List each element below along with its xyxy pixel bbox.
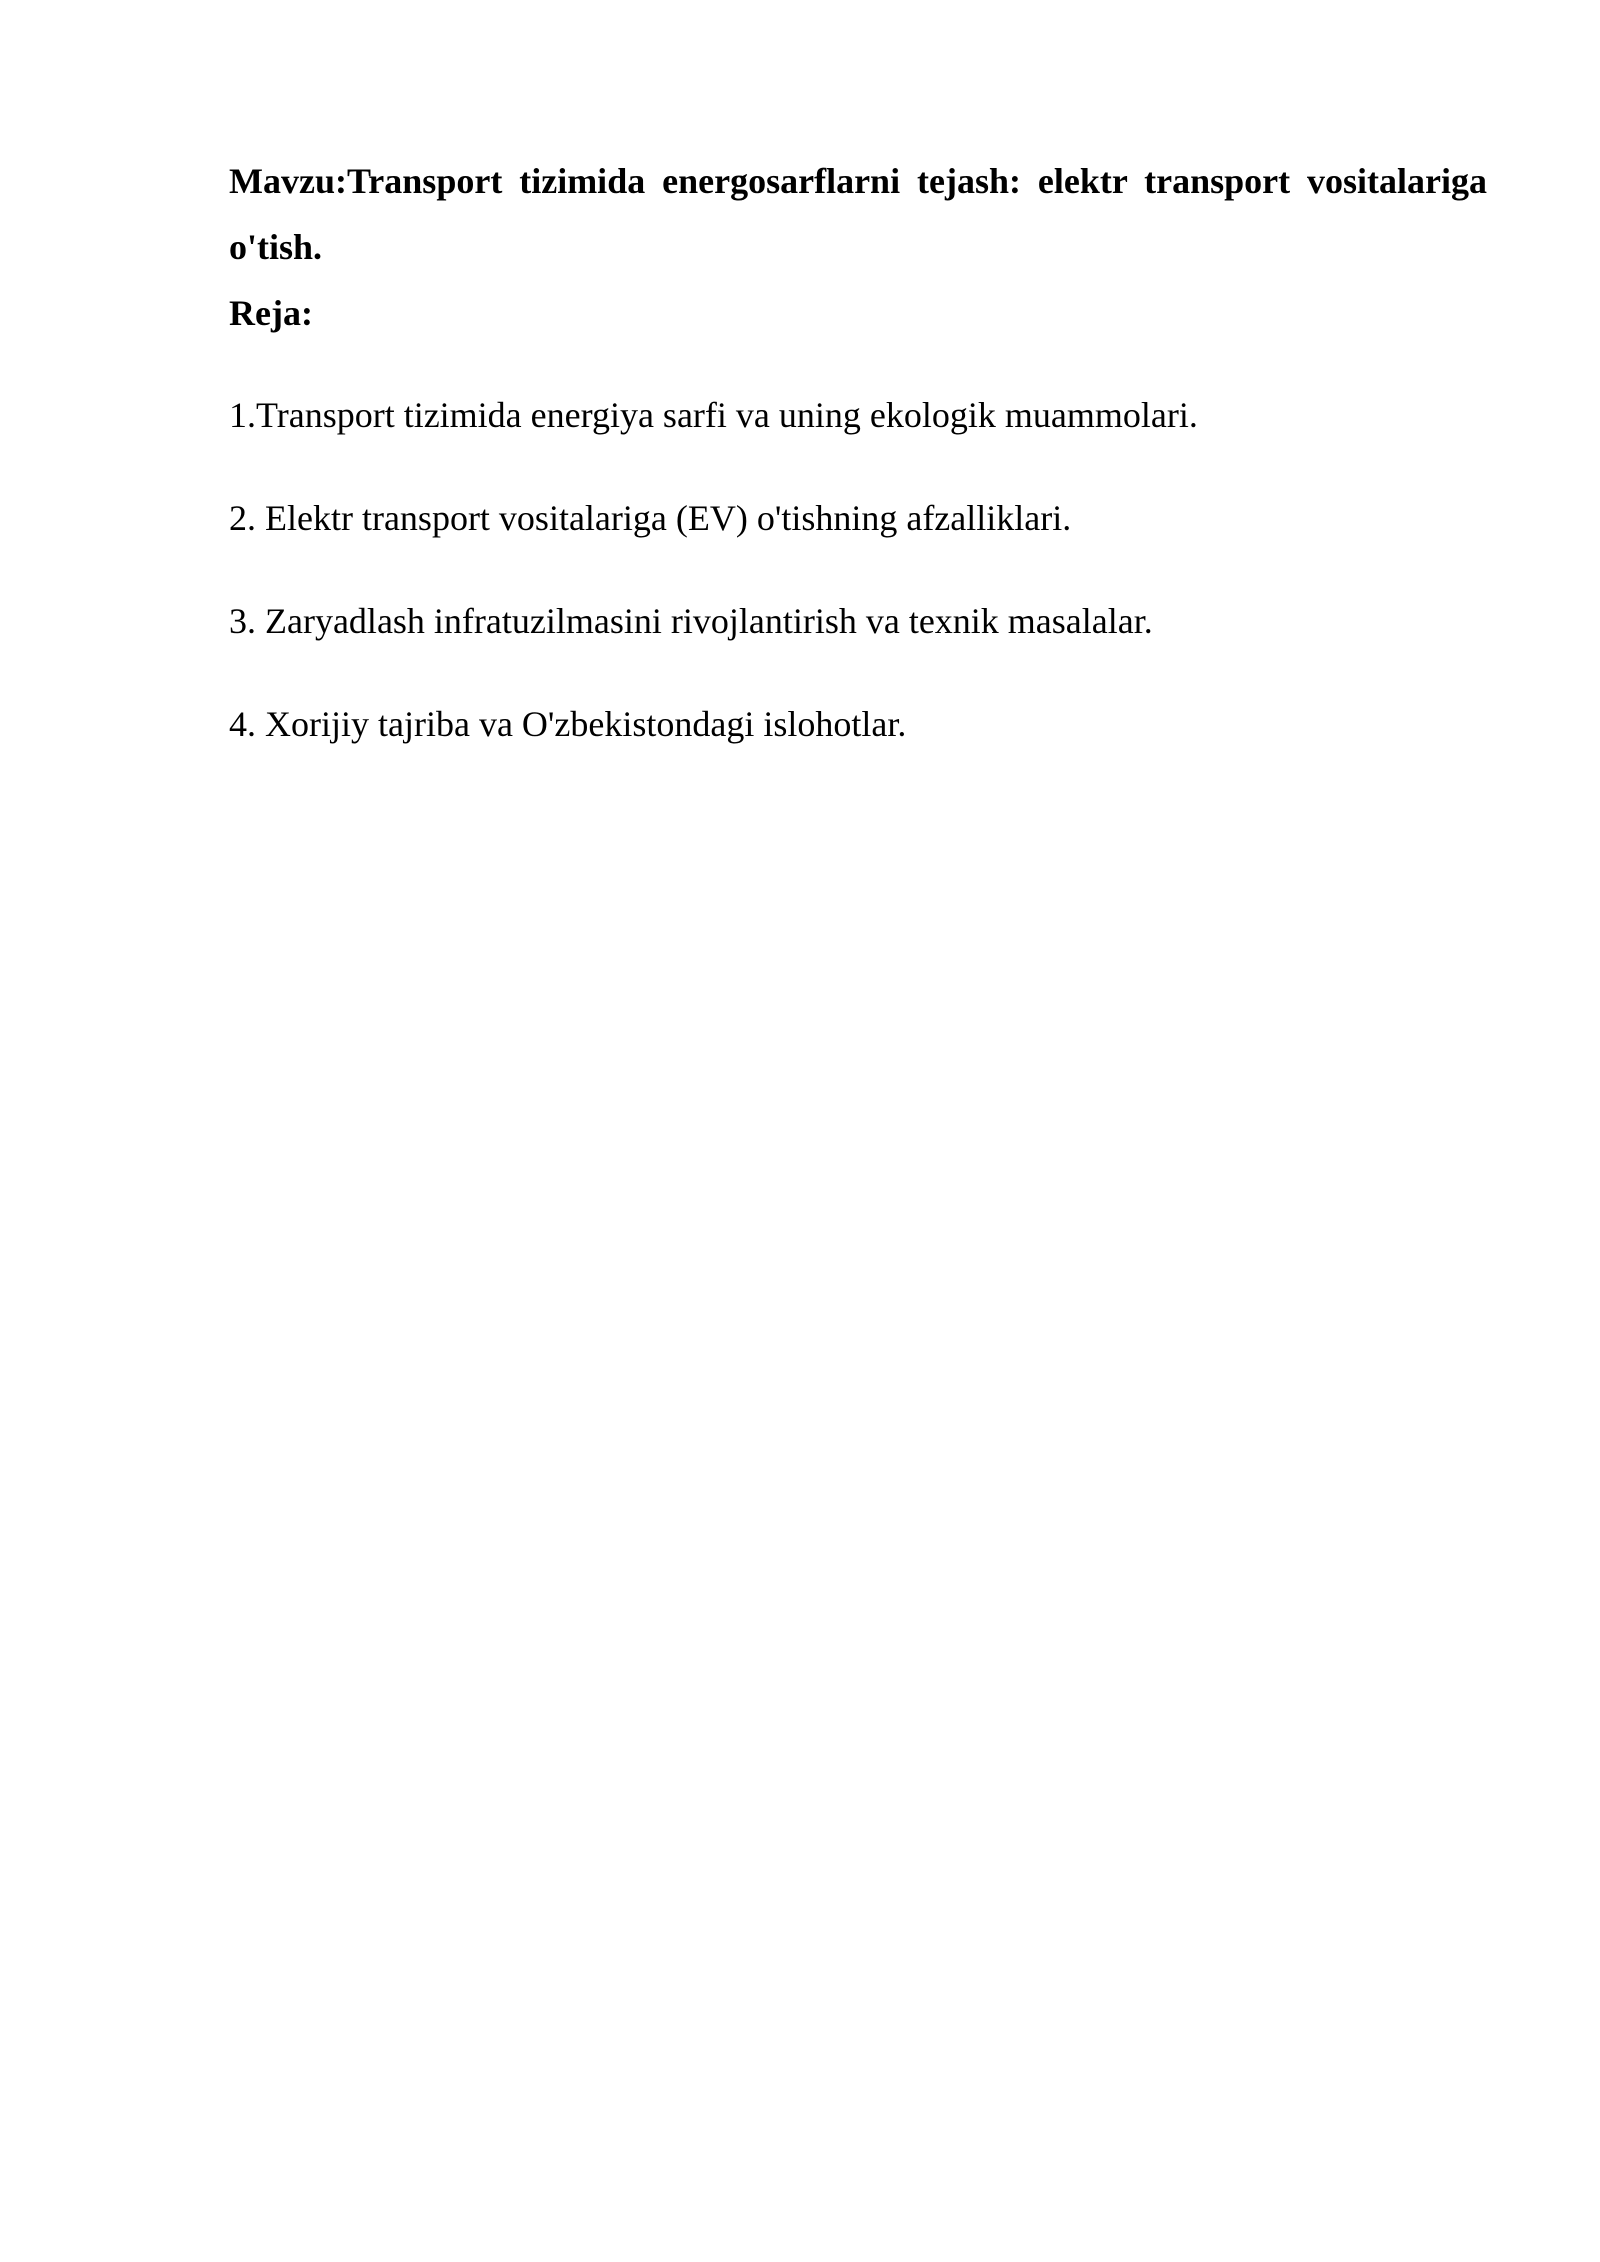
- plan-item: 3. Zaryadlash infratuzilmasini rivojlantirish va texnik masalalar.: [229, 601, 1153, 641]
- document-title: Mavzu:Transport tizimida energosarflarni tejash: elektr transport vositalariga o'tish.: [229, 161, 1487, 267]
- page-content: [229, 148, 1487, 794]
- plan-heading: Reja:: [229, 293, 313, 333]
- plan-item: 1.Transport tizimida energiya sarfi va uning ekologik muammolari.: [229, 395, 1198, 435]
- plan-list: [229, 382, 1487, 757]
- plan-item: 2. Elektr transport vositalariga (EV) o'tishning afzalliklari.: [229, 498, 1072, 538]
- plan-item: 4. Xorijiy tajriba va O'zbekistondagi islohotlar.: [229, 704, 907, 744]
